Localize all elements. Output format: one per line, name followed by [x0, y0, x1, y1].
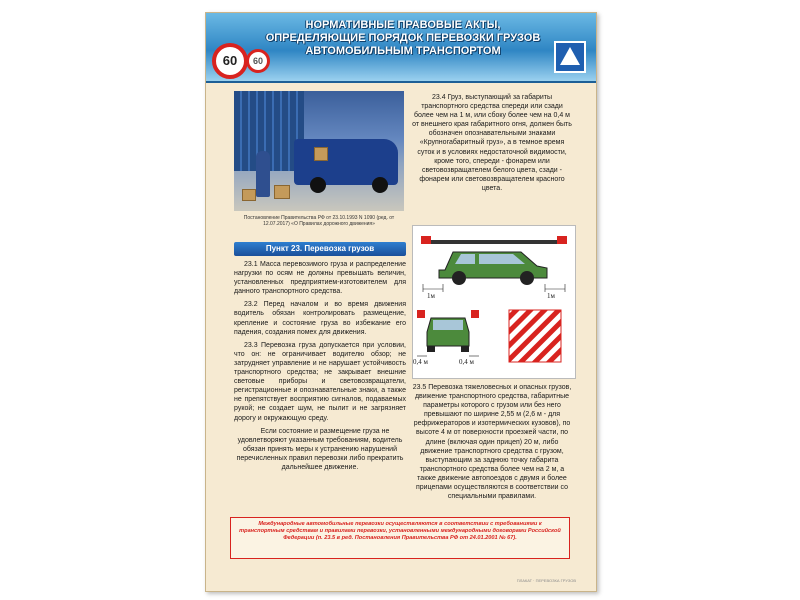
front-hazard-mark: [421, 236, 431, 244]
section-heading: Пункт 23. Перевозка грузов: [234, 242, 406, 256]
dimension-1m-front: 1м: [427, 292, 435, 300]
cargo-loading-photo: [234, 91, 404, 211]
poster: [205, 12, 597, 592]
oversized-cargo-sign-icon: [509, 310, 561, 362]
photo-caption: Постановление Правительства РФ от 23.10.1993 N 1090 (ред. от 12.07.2017) «О Правилах дорожного движения»: [243, 215, 395, 227]
speed-limit-sign-icon: 60: [212, 43, 248, 79]
overhang-diagram: [412, 225, 576, 379]
international-transport-note: Международные автомобильные перевозки осуществляются в соответствии с требованиями к транспортным средствам и правилами перевозки, установленными международными договорами Российской Федерации (п. 23.5 в ред. Постановления Правительства РФ от 24.01.2001 № 67).: [230, 517, 570, 559]
long-cargo: [423, 240, 565, 244]
paragraph-23-2: 23.2 Перед началом и во время движения водитель обязан контролировать размещение, крепление и состояние груза во избежание его падения, создания помех для движения.: [234, 301, 406, 336]
diagram-drawing: [413, 226, 575, 378]
paragraph-23-3: 23.3 Перевозка груза допускается при условии, что он: не ограничивает водителю обзор; не затрудняет управление и не нарушает устойчивость транспортного средства; не закрывает внешние световые приборы и световозвращатели, регистрационные и опознавательные знаки, а также не препятствует восприятию сигналов, подаваемых рукой; не создает шум, не пылит и не загрязняет дорогу и окружающую среду.: [234, 341, 406, 422]
pedestrian-crossing-sign-icon: [554, 41, 586, 73]
car-side-windows: [455, 254, 525, 264]
poster-title: НОРМАТИВНЫЕ ПРАВОВЫЕ АКТЫ, ОПРЕДЕЛЯЮЩИЕ ПОРЯДОК ПЕРЕВОЗКИ ГРУЗОВ АВТОМОБИЛЬНЫМ ТРАНСПОРТОМ: [265, 19, 541, 57]
speed-limit-small-sign-icon: 60: [246, 49, 270, 73]
dimension-04-right: 0,4 м: [459, 358, 474, 366]
car-rear-window: [433, 320, 463, 330]
paragraph-23-5: 23.5 Перевозка тяжеловесных и опасных грузов, движение транспортного средства, габаритные параметры которого с грузом или без него превышают по ширине 2,55 м (2,6 м - для рефрижераторов и изотермических кузовов), по высоте 4 м от поверхности проезжей части, по длине (включая один прицеп) 20 м, либо движение транспортного средства с грузом, выступающим за заднюю точку габарита транспортного средства более чем на 2 м, а также движение автопоездов с двумя и более прицепами осуществляются в соответствии со специальными правилами.: [412, 384, 572, 501]
paragraph-23-1: 23.1 Масса перевозимого груза и распределение нагрузки по осям не должны превышать величин, установленных предприятием-изготовителем для данного транспортного средства.: [234, 261, 406, 296]
rear-hazard-mark: [557, 236, 567, 244]
car-rear-wheel: [520, 271, 534, 285]
paragraph-23-4: 23.4 Груз, выступающий за габариты транспортного средства спереди или сзади более чем на 1 м, или сбоку более чем на 0,4 м от внешнего края габаритного огня, должен быть обозначен опознавательными знаками «Крупногабаритный груз», а в темное время суток и в условиях недостаточной видимости, кроме того, спереди - фонарем или световозвращателем белого цвета, сзади - фонарем или световозвращателем красного цвета.: [412, 94, 572, 192]
left-column: [234, 260, 406, 476]
dimension-1m-rear: 1м: [547, 292, 555, 300]
left-side-hazard: [417, 310, 425, 318]
poster-header: [206, 13, 596, 83]
car-front-wheel: [452, 271, 466, 285]
right-side-hazard: [471, 310, 479, 318]
paragraph-23-3-continued: Если состояние и размещение груза не удовлетворяют указанным требованиям, водитель обязан принять меры к устранению нарушений перечисленных правил перевозки либо прекратить дальнейшее движение.: [236, 427, 404, 471]
dimension-04-left: 0,4 м: [413, 358, 428, 366]
poster-footer: ПЛАКАТ · ПЕРЕВОЗКА ГРУЗОВ: [516, 578, 576, 583]
